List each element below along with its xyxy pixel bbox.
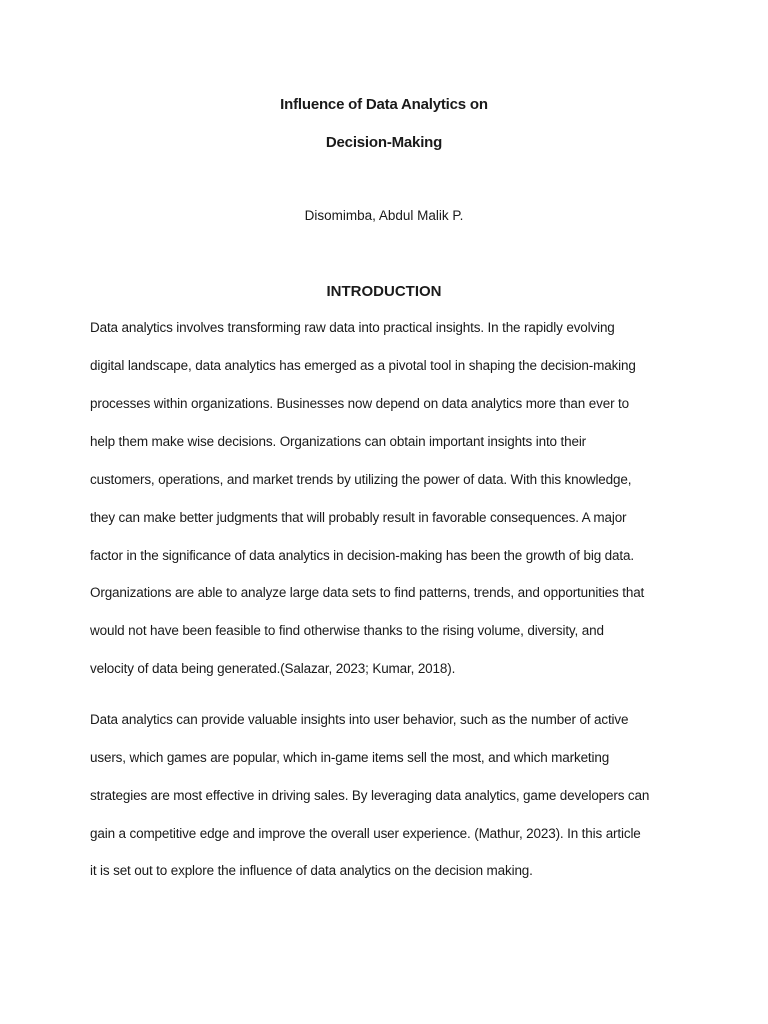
title-line-2: Decision-Making xyxy=(325,134,443,151)
paragraph-1-line: customers, operations, and market trends by utilizing the power of data. With this knowledge, xyxy=(90,472,632,487)
title-line-1: Influence of Data Analytics on xyxy=(280,96,488,113)
paragraph-1-line: processes within organizations. Businesses now depend on data analytics more than ever to xyxy=(90,396,629,411)
paragraph-2-line: strategies are most effective in driving sales. By leveraging data analytics, game developers can xyxy=(90,788,650,803)
paragraph-2-line: it is set out to explore the influence of data analytics on the decision making. xyxy=(90,863,533,878)
author-name: Disomimba, Abdul Malik P. xyxy=(304,208,464,223)
paragraph-1-line: velocity of data being generated.(Salazar, 2023; Kumar, 2018). xyxy=(90,661,456,676)
section-heading: INTRODUCTION xyxy=(326,283,442,300)
paragraph-2-line: users, which games are popular, which in-game items sell the most, and which marketing xyxy=(90,750,610,765)
paragraph-1-line: Organizations are able to analyze large data sets to find patterns, trends, and opportunities that xyxy=(90,585,645,600)
paragraph-1-line: they can make better judgments that will probably result in favorable consequences. A major xyxy=(90,510,627,525)
paragraph-1-line: digital landscape, data analytics has emerged as a pivotal tool in shaping the decision-making xyxy=(90,358,636,373)
paragraph-1-line: Data analytics involves transforming raw data into practical insights. In the rapidly evolving xyxy=(90,320,615,335)
paragraph-2-line: gain a competitive edge and improve the overall user experience. (Mathur, 2023). In this article xyxy=(90,826,641,841)
paragraph-1-line: help them make wise decisions. Organizations can obtain important insights into their xyxy=(90,434,587,449)
paragraph-2-line: Data analytics can provide valuable insights into user behavior, such as the number of active xyxy=(90,712,629,727)
paragraph-1-line: would not have been feasible to find otherwise thanks to the rising volume, diversity, and xyxy=(90,623,604,638)
paragraph-1-line: factor in the significance of data analytics in decision-making has been the growth of big data. xyxy=(90,548,634,563)
